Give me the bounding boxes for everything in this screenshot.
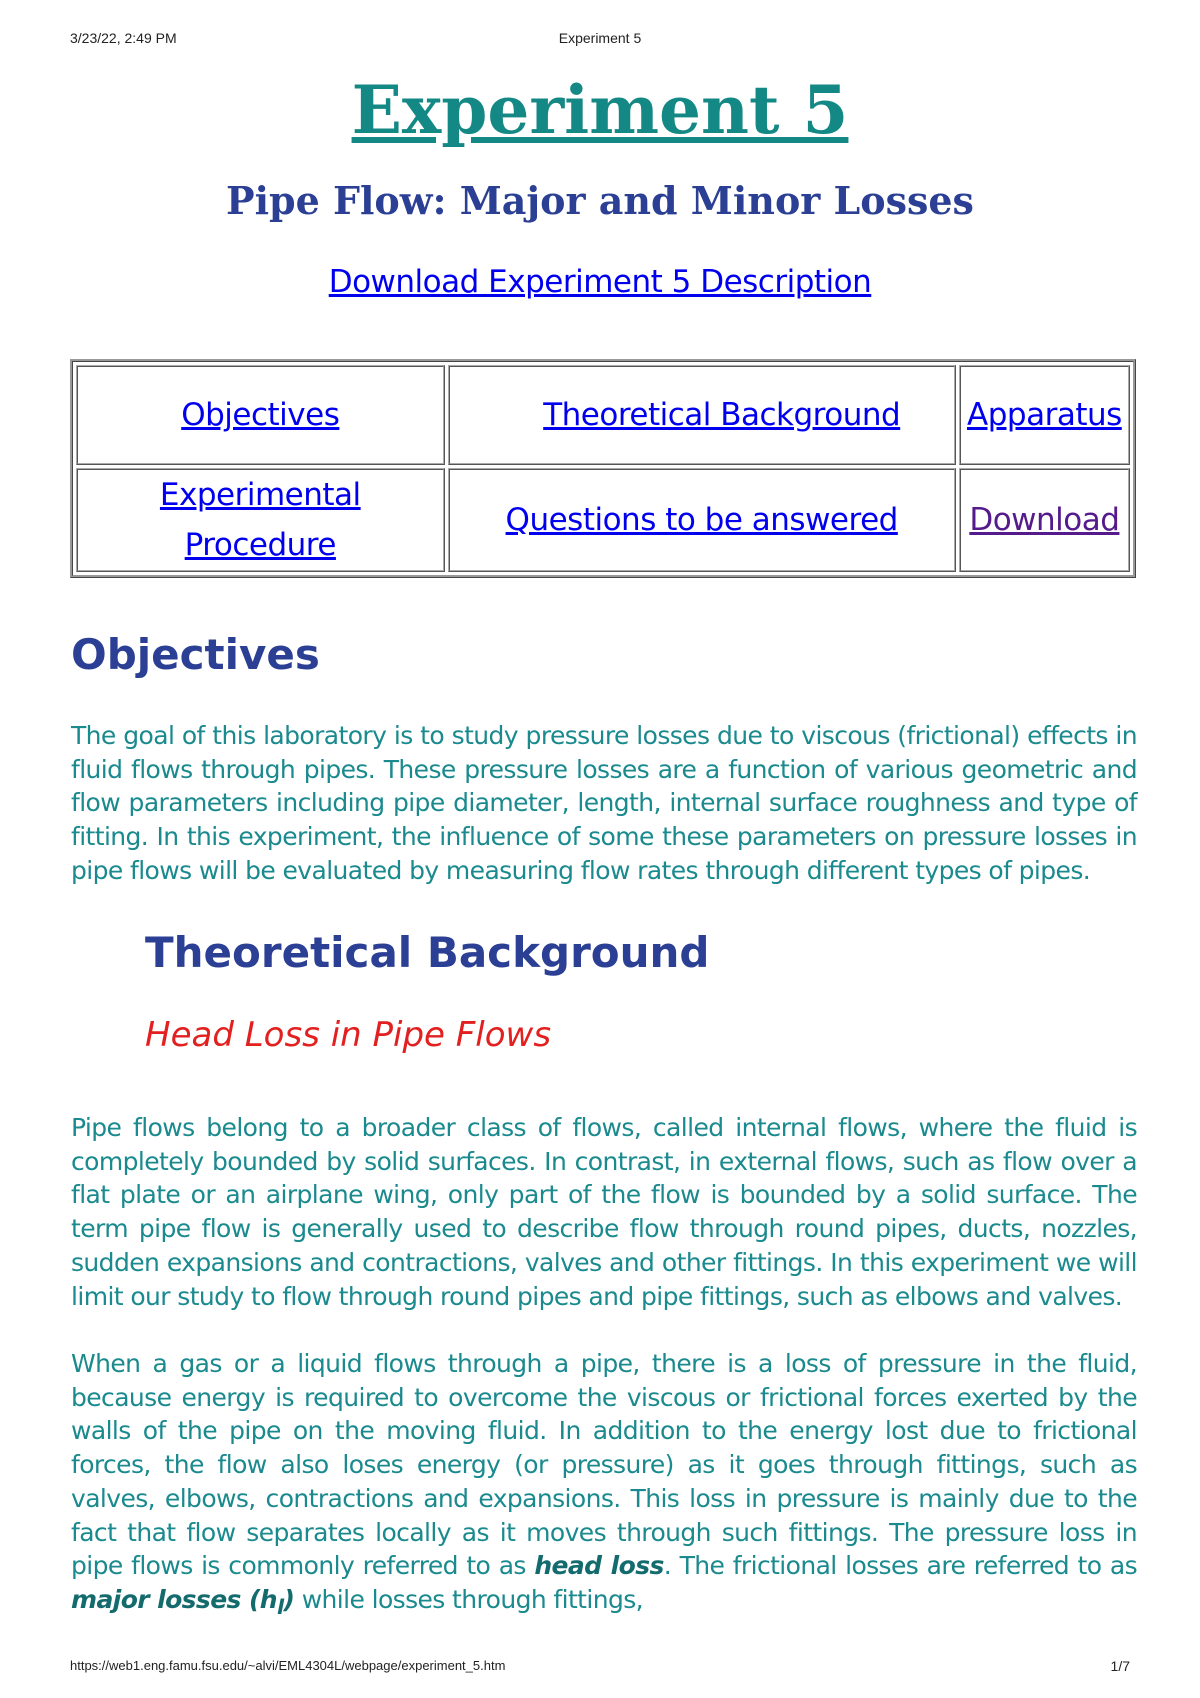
nav-cell-download <box>959 468 1130 572</box>
paragraph-2-text-mid: . The frictional losses are referred to as <box>663 1551 1137 1581</box>
nav-link-experimental-procedure[interactable]: Experimental Procedure <box>159 477 361 563</box>
nav-cell-theoretical-background <box>448 365 956 465</box>
section-nav-table <box>70 359 1136 578</box>
paragraph-2-text-end: while losses through fittings, <box>301 1584 644 1614</box>
nav-link-apparatus[interactable]: Apparatus <box>967 397 1122 433</box>
background-paragraph-1: Pipe flows belong to a broader class of flows, called internal flows, where the fluid is completely bounded by solid surfaces. In contrast, in external flows, such as flow over a flat plate or an airplane wing, only part of the flow is bounded by a solid surface. The term pipe flow is generally used to describe flow through round pipes, ducts, nozzles, sudden expansions and contractions, valves and other fittings. In this experiment we will limit our study to flow through round pipes and pipe fittings, such as elbows and valves. <box>71 1113 1137 1311</box>
download-description-link[interactable]: Download Experiment 5 Description <box>328 264 872 300</box>
nav-link-questions[interactable]: Questions to be answered <box>505 502 898 538</box>
objectives-text: The goal of this laboratory is to study pressure losses due to viscous (frictional) effects in fluid flows through pipes. These pressure losses are a function of various geometric and flow parameters including pipe diameter, length, internal surface roughness and type of fitting. In this experiment, the influence of some these parameters on pressure losses in pipe flows will be evaluated by measuring flow rates through different types of pipes. <box>71 721 1137 885</box>
nav-cell-questions <box>448 468 956 572</box>
nav-cell-objectives <box>76 365 445 465</box>
term-major-losses-label: major losses (h <box>71 1584 277 1614</box>
theoretical-background-heading: Theoretical Background <box>145 928 710 977</box>
term-head-loss: head loss <box>534 1551 664 1581</box>
objectives-heading: Objectives <box>71 630 320 679</box>
nav-cell-experimental-procedure <box>76 468 445 572</box>
print-url: https://web1.eng.famu.fsu.edu/~alvi/EML4304L/webpage/experiment_5.htm <box>70 1658 506 1673</box>
term-major-losses-close: ) <box>283 1584 295 1614</box>
print-datetime: 3/23/22, 2:49 PM <box>70 30 177 46</box>
page-subtitle: Pipe Flow: Major and Minor Losses <box>226 178 974 223</box>
head-loss-subheading: Head Loss in Pipe Flows <box>145 1015 552 1055</box>
nav-link-theoretical-background[interactable]: Theoretical Background <box>543 397 901 433</box>
nav-link-objectives[interactable]: Objectives <box>181 397 340 433</box>
print-page-title: Experiment 5 <box>558 30 642 46</box>
print-page-number: 1/7 <box>1110 1658 1130 1674</box>
paragraph-2-text-start: When a gas or a liquid flows through a pipe, there is a loss of pressure in the fluid, because energy is required to overcome the viscous or frictional forces exerted by the walls of the pipe on the moving fluid. In addition to the energy lost due to frictional forces, the flow also loses energy (or pressure) as it goes through fittings, such as valves, elbows, contractions and expansions. This loss in pressure is mainly due to the fact that flow separates locally as it moves through such fittings. The pressure loss in pipe flows is commonly referred to as <box>71 1349 1137 1581</box>
nav-cell-apparatus <box>959 365 1130 465</box>
term-major-losses-subscript: l <box>276 1594 284 1619</box>
term-major-losses <box>71 1584 295 1619</box>
page-title: Experiment 5 <box>351 71 849 149</box>
nav-link-download[interactable]: Download <box>969 502 1120 538</box>
background-paragraph-2 <box>71 1347 1137 1625</box>
